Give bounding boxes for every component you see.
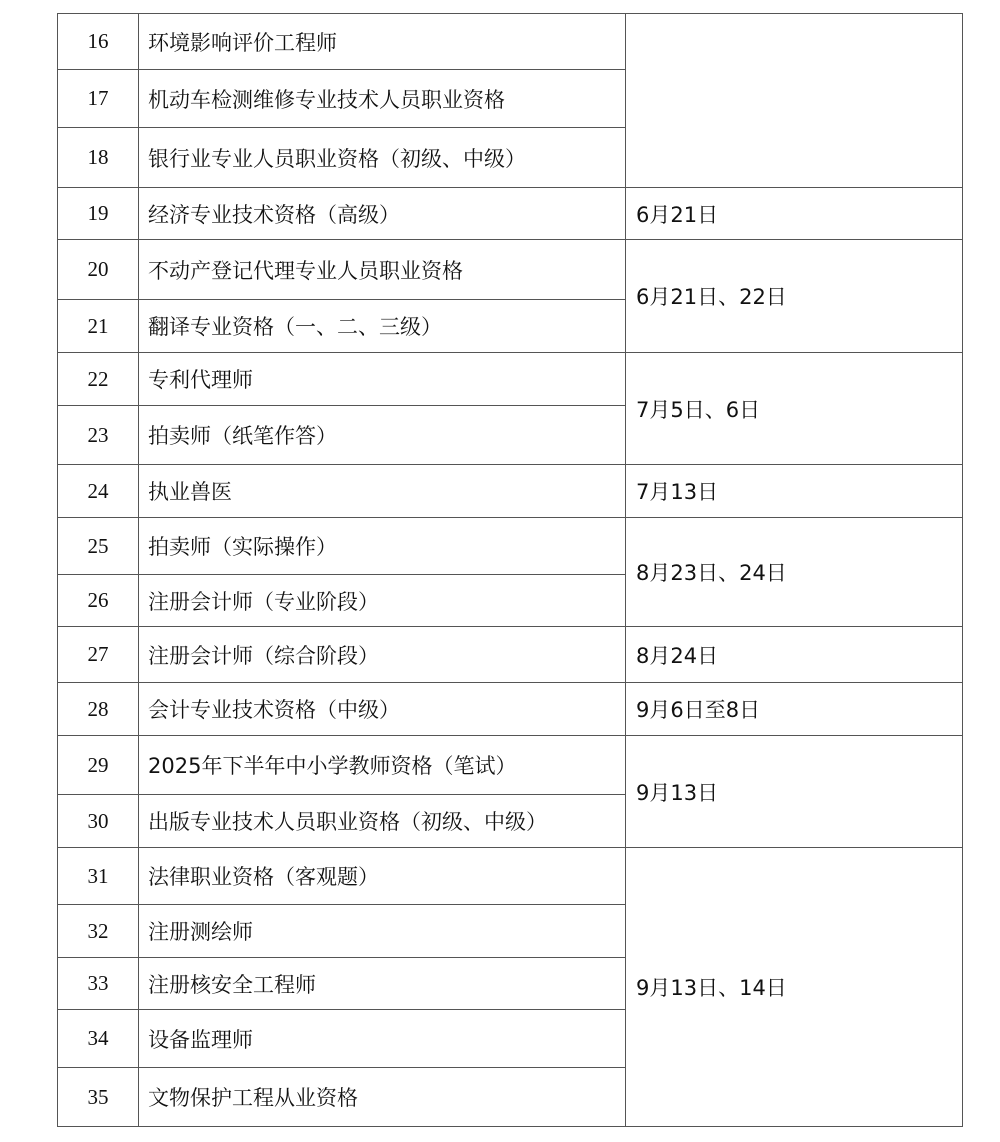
exam-name: 环境影响评价工程师 (139, 14, 626, 70)
row-number: 21 (58, 300, 139, 353)
row-number: 32 (58, 905, 139, 958)
row-number: 23 (58, 406, 139, 465)
row-number: 34 (58, 1010, 139, 1068)
exam-name: 会计专业技术资格（中级） (139, 683, 626, 736)
exam-name: 2025年下半年中小学教师资格（笔试） (139, 736, 626, 795)
table-row (58, 848, 963, 905)
exam-date: 6月21日 (626, 188, 963, 240)
row-number: 16 (58, 14, 139, 70)
exam-name: 机动车检测维修专业技术人员职业资格 (139, 70, 626, 128)
exam-name: 注册会计师（专业阶段） (139, 575, 626, 627)
exam-name: 银行业专业人员职业资格（初级、中级） (139, 128, 626, 188)
row-number: 18 (58, 128, 139, 188)
exam-name: 注册测绘师 (139, 905, 626, 958)
exam-name: 经济专业技术资格（高级） (139, 188, 626, 240)
exam-date: 9月13日、14日 (626, 848, 963, 1127)
row-number: 29 (58, 736, 139, 795)
exam-name: 不动产登记代理专业人员职业资格 (139, 240, 626, 300)
exam-schedule-body (58, 14, 963, 1127)
row-number: 19 (58, 188, 139, 240)
exam-date: 6月21日、22日 (626, 240, 963, 353)
table-row (58, 353, 963, 406)
exam-date: 9月13日 (626, 736, 963, 848)
exam-date: 7月5日、6日 (626, 353, 963, 465)
row-number: 35 (58, 1068, 139, 1127)
exam-name: 执业兽医 (139, 465, 626, 518)
table-row (58, 627, 963, 683)
exam-date: 8月23日、24日 (626, 518, 963, 627)
table-row (58, 683, 963, 736)
row-number: 26 (58, 575, 139, 627)
exam-date: 7月13日 (626, 465, 963, 518)
exam-name: 设备监理师 (139, 1010, 626, 1068)
exam-date: 8月24日 (626, 627, 963, 683)
row-number: 25 (58, 518, 139, 575)
table-row (58, 188, 963, 240)
exam-name: 专利代理师 (139, 353, 626, 406)
row-number: 28 (58, 683, 139, 736)
row-number: 24 (58, 465, 139, 518)
exam-name: 拍卖师（纸笔作答） (139, 406, 626, 465)
row-number: 20 (58, 240, 139, 300)
exam-name: 出版专业技术人员职业资格（初级、中级） (139, 795, 626, 848)
row-number: 27 (58, 627, 139, 683)
row-number: 33 (58, 958, 139, 1010)
row-number: 17 (58, 70, 139, 128)
exam-name: 注册会计师（综合阶段） (139, 627, 626, 683)
table-row (58, 240, 963, 300)
table-row (58, 736, 963, 795)
exam-schedule-table (57, 13, 963, 1127)
exam-name: 文物保护工程从业资格 (139, 1068, 626, 1127)
table-row (58, 465, 963, 518)
row-number: 30 (58, 795, 139, 848)
exam-date: 9月6日至8日 (626, 683, 963, 736)
row-number: 22 (58, 353, 139, 406)
exam-name: 注册核安全工程师 (139, 958, 626, 1010)
table-row (58, 518, 963, 575)
exam-name: 法律职业资格（客观题） (139, 848, 626, 905)
exam-name: 拍卖师（实际操作） (139, 518, 626, 575)
row-number: 31 (58, 848, 139, 905)
exam-name: 翻译专业资格（一、二、三级） (139, 300, 626, 353)
exam-date (626, 14, 963, 188)
table-row (58, 14, 963, 70)
